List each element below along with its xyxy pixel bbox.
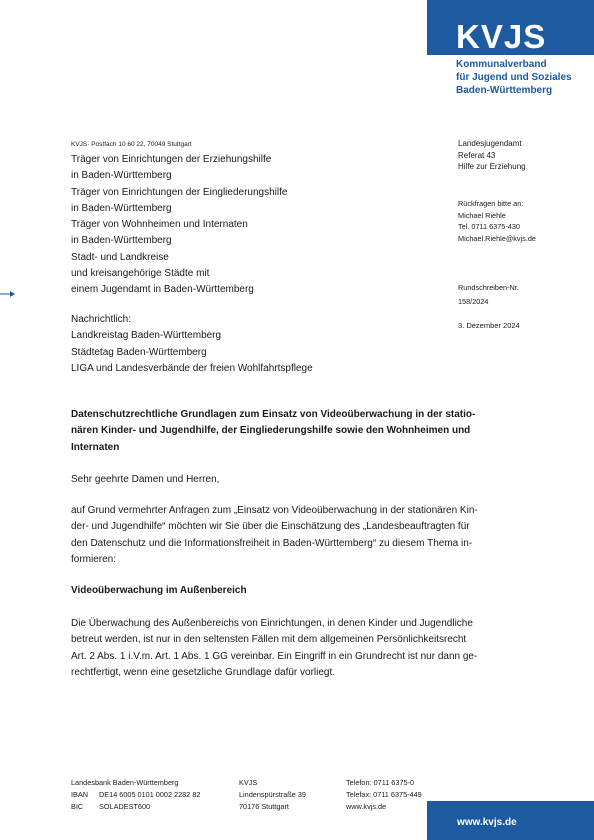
cc-line: LIGA und Landesverbände der freien Wohlfahrtspflege [71,362,313,374]
recipient-block [71,152,287,299]
paragraph-line: formieren: [71,553,117,565]
footer-address [239,777,306,813]
footer-fax: Telefax: 0711 6375-449 [346,790,422,799]
contact-line: Tel. 0711 6375-430 [458,222,520,231]
recipient-line: in Baden-Württemberg [71,235,172,247]
address-line: Lindenspürstraße 39 [239,790,306,799]
org-line: für Jugend und Soziales [456,72,572,83]
department-line: Hilfe zur Erziehung [458,162,526,171]
bank-line [71,777,200,789]
contact-info [458,198,536,244]
recipient-line: Stadt- und Landkreise [71,251,169,263]
cc-line: Städtetag Baden-Württemberg [71,346,207,358]
recipient-line: Träger von Wohnheimen und Internaten [71,219,248,231]
cc-block [71,312,313,377]
department-line: Landesjugendamt [458,139,522,148]
body-paragraph-1 [71,503,523,568]
footer-contact [346,777,422,813]
section-heading: Videoüberwachung im Außenbereich [71,585,247,596]
organization-name [456,58,572,97]
circular-info [458,281,519,309]
department-info [458,138,526,173]
paragraph-line: auf Grund vermehrter Anfragen zum „Einsatz von Videoüberwachung in der stationären Kin- [71,505,478,516]
org-line: Kommunalverband [456,59,547,70]
body-paragraph-2 [71,616,523,681]
org-line: Baden-Württemberg [456,85,553,96]
contact-email[interactable]: Michael.Riehle@kvjs.de [458,233,536,243]
sender-line: KVJS· Postfach 10 60 22, 70049 Stuttgart [71,141,192,148]
paragraph-line: betreut werden, ist nur in den seltensten Fällen mit dem allgemeinen Persönlichkeitsrecht [71,634,467,646]
paragraph-line: der- und Jugendhilfe“ möchten wir Sie über die Einschätzung des „Landesbeauftragten für [71,521,470,533]
footer-website[interactable]: www.kvjs.de [346,802,387,811]
contact-line: Michael Riehle [458,210,506,220]
address-line: KVJS [239,778,258,787]
circular-number: 158/2024 [458,297,489,306]
greeting: Sehr geehrte Damen und Herren, [71,474,220,485]
subject-line: nären Kinder- und Jugendhilfe, der Eingliederungshilfe sowie den Wohnheimen und [71,425,471,437]
bank-value: DE14 6005 0101 0002 2282 82 [99,790,201,799]
recipient-line: in Baden-Württemberg [71,202,172,214]
department-line: Referat 43 [458,150,496,160]
bank-label: BIC [71,802,84,811]
contact-line: Rückfragen bitte an: [458,199,524,208]
paragraph-line: Die Überwachung des Außenbereichs von Einrichtungen, in denen Kinder und Jugendliche [71,618,473,629]
bank-line [71,801,200,813]
recipient-line: Träger von Einrichtungen der Eingliederungshilfe [71,186,288,198]
bank-line [71,789,200,801]
footer-bank [71,777,200,813]
recipient-line: in Baden-Württemberg [71,170,172,182]
circular-label: Rundschreiben-Nr. [458,283,519,292]
recipient-line: Träger von Einrichtungen der Erziehungshilfe [71,154,272,165]
cc-line: Nachrichtlich: [71,314,132,325]
subject-line: Internaten [71,441,120,453]
arrow-right-icon [0,289,16,299]
recipient-line: einem Jugendamt in Baden-Württemberg [71,284,254,296]
bank-label: Landesbank Baden-Württemberg [71,778,179,787]
address-line: 70176 Stuttgart [239,802,289,811]
subject-line: Datenschutzrechtliche Grundlagen zum Einsatz von Videoüberwachung in der statio- [71,409,476,420]
cc-line: Landkreistag Baden-Württemberg [71,330,222,342]
footer-url-link[interactable]: www.kvjs.de [457,817,517,828]
subject [71,407,521,456]
paragraph-line: rechtfertigt, wenn eine gesetzliche Grundlage dafür vorliegt. [71,666,336,678]
bank-value: SOLADEST600 [99,802,151,811]
bank-label: IBAN [71,790,89,799]
logo-text: KVJS [456,18,547,55]
paragraph-line: den Datenschutz und die Informationsfreiheit in Baden-Württemberg“ zu diesem Thema in- [71,537,473,549]
paragraph-line: Art. 2 Abs. 1 i.V.m. Art. 1 Abs. 1 GG vereinbar. Ein Eingriff in ein Grundrecht ist nur dann ge- [71,650,478,662]
recipient-line: und kreisangehörige Städte mit [71,268,210,280]
letter-date: 3. Dezember 2024 [458,321,520,330]
footer-phone: Telefon: 0711 6375-0 [346,778,415,787]
